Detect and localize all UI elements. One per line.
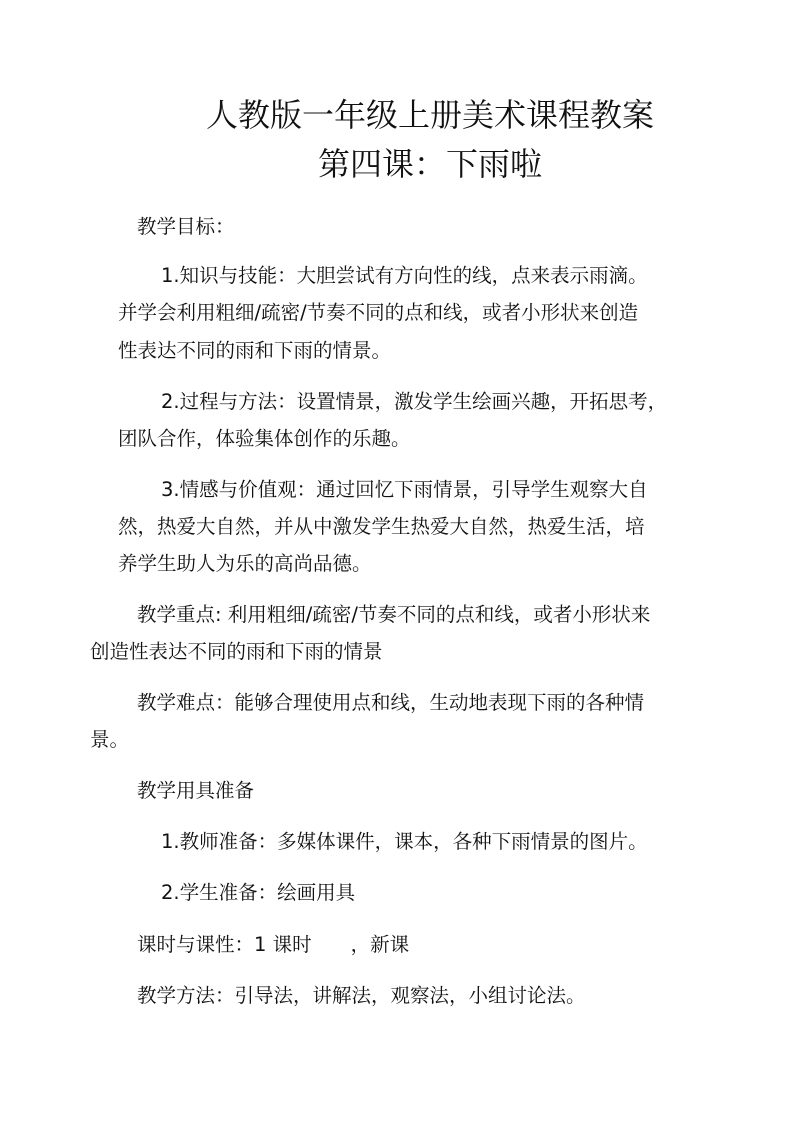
goal-2-line-1: 2.过程与方法：设置情景，激发学生绘画兴趣，开拓思考， [161, 390, 668, 413]
student-materials: 2.学生准备：绘画用具 [161, 881, 356, 904]
goal-3-line-3: 养学生助人为乐的高尚品德。 [118, 552, 372, 575]
document-title: 人教版一年级上册美术课程教案 [205, 96, 654, 134]
key-points-line-2: 创造性表达不同的雨和下雨的情景 [90, 640, 383, 663]
teaching-goals-heading: 教学目标： [137, 215, 235, 238]
lesson-subtitle: 第四课：下雨啦 [317, 145, 542, 183]
goal-3-line-2: 然，热爱大自然，并从中激发学生热爱大自然，热爱生活，培 [118, 515, 645, 538]
difficulty-line-2: 景。 [90, 728, 130, 751]
materials-heading: 教学用具准备 [137, 779, 255, 802]
goal-3-line-1: 3.情感与价值观：通过回忆下雨情景，引导学生观察大自 [161, 478, 648, 501]
goal-1-line-1: 1.知识与技能：大胆尝试有方向性的线，点来表示雨滴。 [161, 264, 648, 287]
goal-1-line-2: 并学会利用粗细/疏密/节奏不同的点和线，或者小形状来创造 [118, 301, 639, 324]
goal-1-line-3: 性表达不同的雨和下雨的情景。 [118, 339, 392, 362]
teaching-methods: 教学方法：引导法，讲解法，观察法，小组讨论法。 [137, 984, 586, 1007]
goal-2-line-2: 团队合作，体验集体创作的乐趣。 [118, 427, 411, 450]
difficulty-line-1: 教学难点：能够合理使用点和线，生动地表现下雨的各种情 [137, 691, 645, 714]
lesson-type: 课时与课性：1 课时 ，新课 [137, 933, 410, 956]
key-points-line-1: 教学重点: 利用粗细/疏密/节奏不同的点和线，或者小形状来 [137, 603, 651, 626]
teacher-materials: 1.教师准备：多媒体课件，课本，各种下雨情景的图片。 [161, 830, 648, 853]
